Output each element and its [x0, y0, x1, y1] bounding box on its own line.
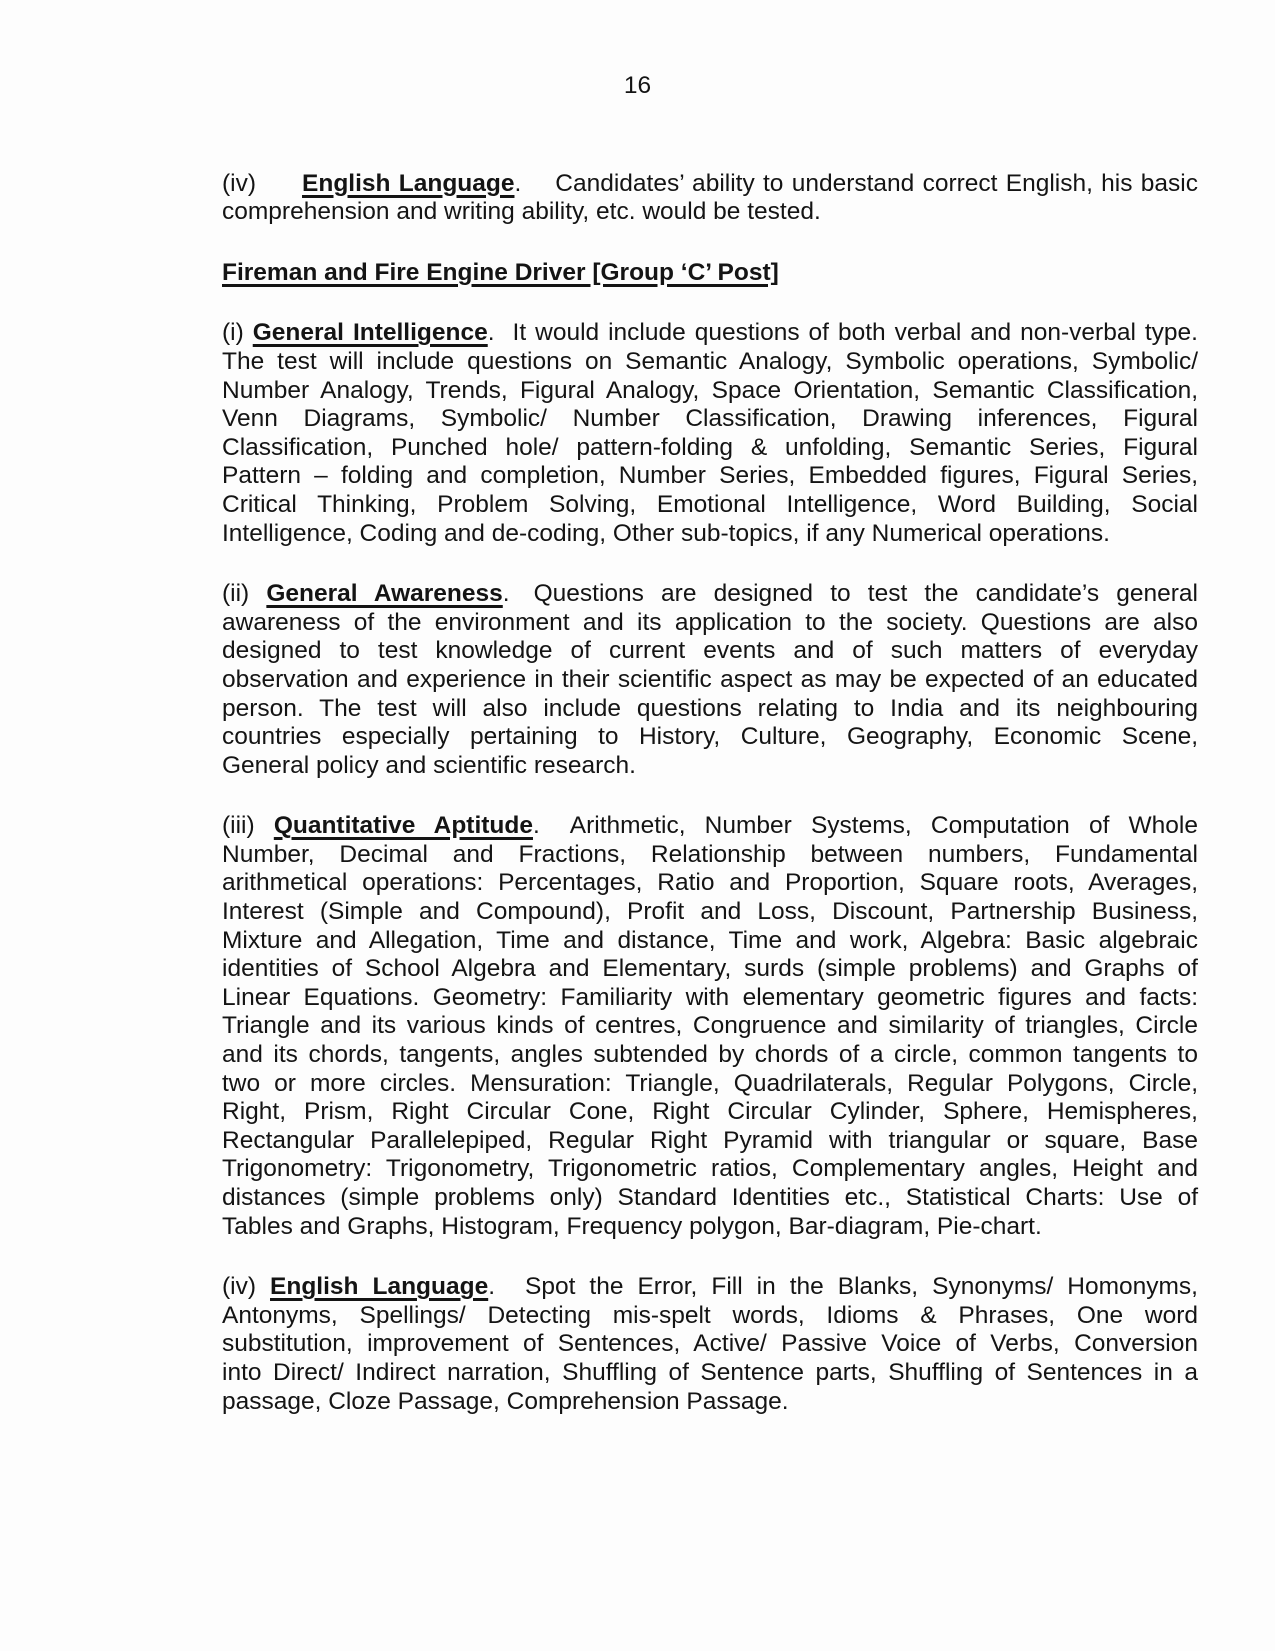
tab-space [540, 832, 570, 833]
heading-text: English Language [302, 169, 515, 197]
body-text: Critical Thinking, Problem Solving, Emotional Intelligence, Word Building, Social [222, 490, 1198, 518]
body-text: The test will include questions on Semantic Analogy, Symbolic operations, Symbolic/ [222, 347, 1198, 375]
tab-space [510, 600, 534, 601]
text-line [222, 1127, 1198, 1156]
body-text: person. The test will also include questions relating to India and its neighbouring [222, 694, 1198, 722]
text-line [222, 1070, 1198, 1099]
text-line [222, 1302, 1198, 1331]
body-text: (iii) [222, 812, 274, 840]
text-line [222, 812, 1198, 841]
text-line [222, 695, 1198, 724]
text-line [222, 723, 1198, 752]
text-line [222, 348, 1198, 377]
body-text: substitution, improvement of Sentences, Active/ Passive Voice of Verbs, Conversion [222, 1330, 1198, 1358]
text-line [222, 462, 1198, 491]
text-line [222, 1155, 1198, 1184]
text-line [222, 1184, 1198, 1213]
heading-text: Fireman and Fire Engine Driver [Group ‘C’ Post] [222, 258, 779, 286]
body-text: passage, Cloze Passage, Comprehension Passage. [222, 1387, 789, 1415]
clause-iii-quantitative-aptitude [222, 812, 1198, 1241]
text-line [222, 1098, 1198, 1127]
body-text: General policy and scientific research. [222, 751, 636, 779]
tab-space [256, 190, 302, 191]
text-line [222, 666, 1198, 695]
body-text: Trigonometry: Trigonometry, Trigonometric ratios, Complementary angles, Height and [222, 1155, 1198, 1183]
body-text: into Direct/ Indirect narration, Shuffling of Sentence parts, Shuffling of Sentences in a [222, 1358, 1198, 1386]
text-line [222, 491, 1198, 520]
body-text: Number Analogy, Trends, Figural Analogy, Space Orientation, Semantic Classification, [222, 376, 1198, 404]
clause-iv-english-language-previous-post [222, 170, 1198, 227]
clause-ii-general-awareness [222, 580, 1198, 780]
text-line [222, 898, 1198, 927]
text-line [222, 1359, 1198, 1388]
body-text: distances (simple problems only) Standard Identities etc., Statistical Charts: Use of [222, 1184, 1198, 1211]
text-line [222, 434, 1198, 463]
body-text: Intelligence, Coding and de-coding, Other sub-topics, if any Numerical operations. [222, 519, 1110, 547]
text-line [222, 198, 1198, 227]
text-line [222, 319, 1198, 348]
body-text: Right, Prism, Right Circular Cone, Right Circular Cylinder, Sphere, Hemispheres, [222, 1098, 1198, 1126]
body-text: . [502, 580, 510, 608]
heading-fireman-and-fire-engine-driver [222, 259, 1198, 288]
text-line [222, 955, 1198, 984]
body-text: (ii) [222, 580, 267, 608]
text-line [222, 869, 1198, 898]
body-text: Interest (Simple and Compound), Profit and Loss, Discount, Partnership Business, [222, 898, 1198, 926]
page-number: 16 [623, 72, 652, 99]
body-text: identities of School Algebra and Elementary, surds (simple problems) and Graphs of [222, 955, 1198, 983]
text-line [222, 580, 1198, 609]
text-line [222, 405, 1198, 434]
text-line [222, 1273, 1198, 1302]
body-text: Candidates’ ability to understand correct English, his basic [555, 169, 1198, 197]
text-line [222, 841, 1198, 870]
body-text: Rectangular Parallelepiped, Regular Right Pyramid with triangular or square, Base [222, 1126, 1198, 1154]
body-text: two or more circles. Mensuration: Triangle, Quadrilaterals, Regular Polygons, Circle, [222, 1069, 1198, 1097]
text-line [222, 927, 1198, 956]
body-text: Questions are designed to test the candidate’s general [533, 580, 1198, 608]
body-text: . [488, 1273, 496, 1301]
tab-space [495, 339, 513, 340]
text-line [222, 609, 1198, 638]
body-text: Spot the Error, Fill in the Blanks, Synonyms/ Homonyms, [525, 1273, 1198, 1301]
body-text: Venn Diagrams, Symbolic/ Number Classification, Drawing inferences, Figural [222, 405, 1198, 433]
text-line [222, 637, 1198, 666]
tab-space [495, 1293, 525, 1294]
text-line [222, 1041, 1198, 1070]
heading-text: English Language [270, 1273, 489, 1301]
body-text: Linear Equations. Geometry: Familiarity with elementary geometric figures and facts: [222, 983, 1198, 1011]
body-text: comprehension and writing ability, etc. would be tested. [222, 198, 821, 226]
body-text: (i) [222, 319, 253, 347]
text-line [222, 520, 1198, 549]
body-text: . [487, 319, 495, 347]
body-text: arithmetical operations: Percentages, Ratio and Proportion, Square roots, Averages, [222, 869, 1198, 897]
body-text: Arithmetic, Number Systems, Computation of Whole [569, 812, 1198, 840]
body-text: Antonyms, Spellings/ Detecting mis-spelt words, Idioms & Phrases, One word [222, 1301, 1198, 1329]
body-text: designed to test knowledge of current events and of such matters of everyday [222, 637, 1198, 665]
tab-space [521, 190, 555, 191]
body-text: Pattern – folding and completion, Number Series, Embedded figures, Figural Series, [222, 462, 1198, 490]
body-text: Classification, Punched hole/ pattern-folding & unfolding, Semantic Series, Figural [222, 433, 1198, 461]
text-line [222, 1388, 1198, 1417]
text-line [222, 170, 1198, 199]
body-text: Number, Decimal and Fractions, Relationship between numbers, Fundamental [222, 840, 1198, 868]
body-text: observation and experience in their scientific aspect as may be expected of an educated [222, 665, 1198, 693]
heading-text: Quantitative Aptitude [273, 812, 533, 840]
text-line [222, 984, 1198, 1013]
body-text: Triangle and its various kinds of centres, Congruence and similarity of triangles, Circle [222, 1012, 1198, 1040]
text-line [222, 1213, 1198, 1242]
text-line [222, 1330, 1198, 1359]
body-text: It would include questions of both verbal and non-verbal type. [512, 319, 1198, 347]
heading-text: General Intelligence [252, 319, 488, 347]
body-text: Mixture and Allegation, Time and distance, Time and work, Algebra: Basic algebraic [222, 926, 1198, 954]
body-text: . [532, 812, 540, 840]
body-text: and its chords, tangents, angles subtended by chords of a circle, common tangents to [222, 1041, 1198, 1069]
body-text: countries especially pertaining to History, Culture, Geography, Economic Scene, [222, 723, 1198, 751]
body-text: Tables and Graphs, Histogram, Frequency polygon, Bar-diagram, Pie-chart. [222, 1212, 1042, 1240]
body-text: . [514, 169, 522, 197]
text-line [222, 259, 1198, 288]
body-text: (iv) [222, 1273, 271, 1301]
text-line [222, 752, 1198, 781]
body-text: (iv) [222, 169, 257, 197]
heading-text: General Awareness [266, 580, 503, 608]
clause-iv-english-language [222, 1273, 1198, 1416]
text-line [222, 1012, 1198, 1041]
body-text: awareness of the environment and its application to the society. Questions are also [222, 608, 1198, 636]
text-line [222, 377, 1198, 406]
clause-i-general-intelligence [222, 319, 1198, 548]
document-body [222, 170, 1198, 1417]
